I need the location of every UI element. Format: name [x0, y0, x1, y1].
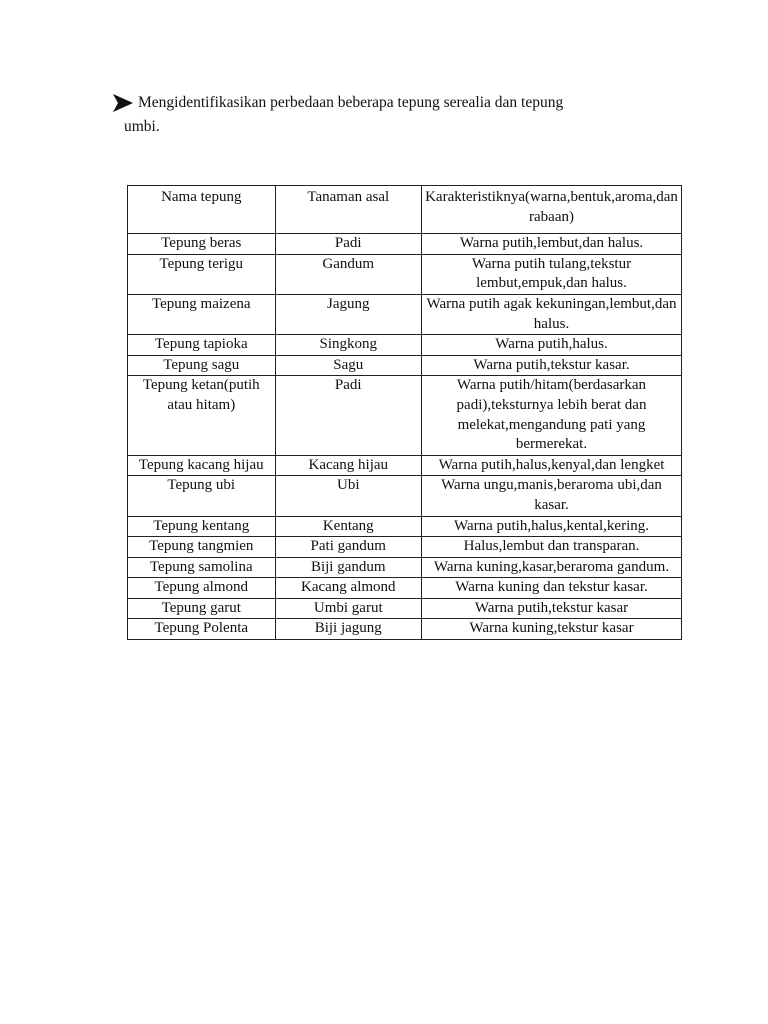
arrowhead-bullet-icon — [112, 93, 134, 113]
cell-asal: Kentang — [275, 516, 421, 537]
cell-karakteristik: Warna kuning dan tekstur kasar. — [422, 578, 682, 599]
cell-karakteristik: Warna kuning,tekstur kasar — [422, 619, 682, 640]
cell-karakteristik: Warna putih,tekstur kasar — [422, 598, 682, 619]
cell-karakteristik: Warna putih/hitam(berdasarkan padi),teksturnya lebih berat dan melekat,mengandung pati yang bermerekat. — [422, 376, 682, 455]
table-row — [128, 537, 682, 558]
header-karakteristik: Karakteristiknya(warna,bentuk,aroma,dan rabaan) — [422, 186, 682, 234]
table-row — [128, 234, 682, 255]
cell-nama: Tepung kacang hijau — [128, 455, 276, 476]
table-row — [128, 455, 682, 476]
table-row — [128, 335, 682, 356]
cell-asal: Umbi garut — [275, 598, 421, 619]
cell-karakteristik: Warna kuning,kasar,beraroma gandum. — [422, 557, 682, 578]
cell-asal: Biji gandum — [275, 557, 421, 578]
table-row — [128, 476, 682, 516]
table-row — [128, 376, 682, 455]
table-row — [128, 516, 682, 537]
cell-nama: Tepung tangmien — [128, 537, 276, 558]
intro-text — [112, 91, 672, 139]
cell-karakteristik: Warna putih tulang,tekstur lembut,empuk,dan halus. — [422, 254, 682, 294]
cell-asal: Padi — [275, 376, 421, 455]
cell-karakteristik: Warna putih,lembut,dan halus. — [422, 234, 682, 255]
cell-karakteristik: Warna ungu,manis,beraroma ubi,dan kasar. — [422, 476, 682, 516]
cell-karakteristik: Halus,lembut dan transparan. — [422, 537, 682, 558]
flour-comparison-table — [127, 185, 682, 640]
cell-asal: Kacang hijau — [275, 455, 421, 476]
cell-asal: Sagu — [275, 355, 421, 376]
cell-nama: Tepung sagu — [128, 355, 276, 376]
table-row — [128, 578, 682, 599]
intro-paragraph — [112, 91, 672, 139]
cell-asal: Singkong — [275, 335, 421, 356]
cell-nama: Tepung beras — [128, 234, 276, 255]
cell-asal: Gandum — [275, 254, 421, 294]
cell-nama: Tepung ketan(putih atau hitam) — [128, 376, 276, 455]
cell-nama: Tepung kentang — [128, 516, 276, 537]
cell-nama: Tepung garut — [128, 598, 276, 619]
cell-nama: Tepung samolina — [128, 557, 276, 578]
cell-nama: Tepung almond — [128, 578, 276, 599]
cell-nama: Tepung terigu — [128, 254, 276, 294]
table-row — [128, 355, 682, 376]
table-row — [128, 619, 682, 640]
cell-asal: Padi — [275, 234, 421, 255]
header-nama-tepung: Nama tepung — [128, 186, 276, 234]
cell-nama: Tepung maizena — [128, 294, 276, 334]
intro-line-1: Mengidentifikasikan perbedaan beberapa tepung serealia dan tepung — [138, 94, 564, 111]
cell-nama: Tepung ubi — [128, 476, 276, 516]
cell-karakteristik: Warna putih,halus,kenyal,dan lengket — [422, 455, 682, 476]
table-row — [128, 598, 682, 619]
cell-nama: Tepung Polenta — [128, 619, 276, 640]
table-header-row — [128, 186, 682, 234]
cell-karakteristik: Warna putih,halus,kental,kering. — [422, 516, 682, 537]
cell-asal: Pati gandum — [275, 537, 421, 558]
header-tanaman-asal: Tanaman asal — [275, 186, 421, 234]
table-row — [128, 294, 682, 334]
cell-asal: Kacang almond — [275, 578, 421, 599]
intro-line-2: umbi. — [124, 118, 160, 135]
cell-karakteristik: Warna putih,tekstur kasar. — [422, 355, 682, 376]
cell-asal: Ubi — [275, 476, 421, 516]
cell-karakteristik: Warna putih,halus. — [422, 335, 682, 356]
cell-asal: Biji jagung — [275, 619, 421, 640]
cell-karakteristik: Warna putih agak kekuningan,lembut,dan halus. — [422, 294, 682, 334]
cell-asal: Jagung — [275, 294, 421, 334]
table-row — [128, 254, 682, 294]
cell-nama: Tepung tapioka — [128, 335, 276, 356]
table-row — [128, 557, 682, 578]
